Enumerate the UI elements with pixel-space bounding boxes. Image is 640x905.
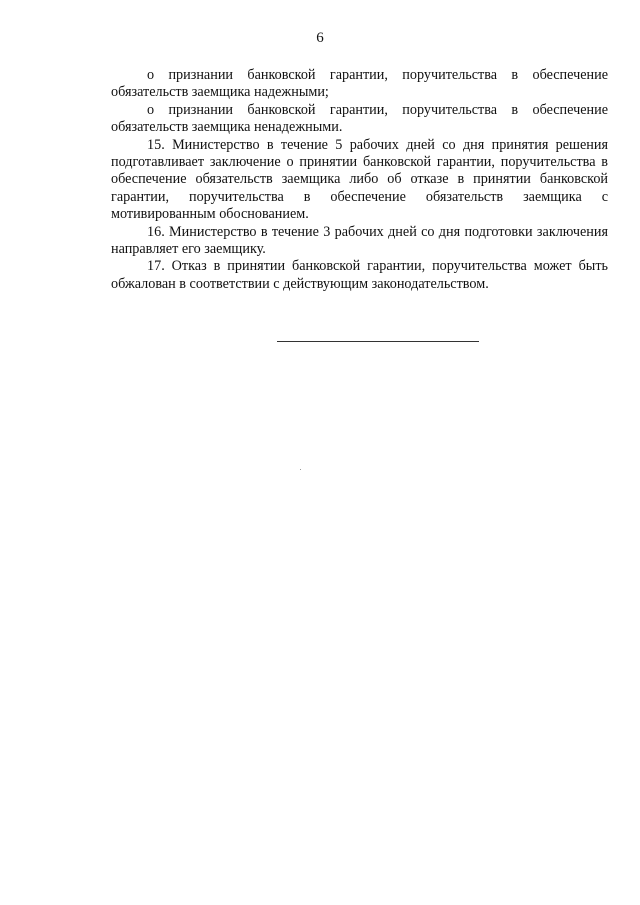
paragraph-reliable: о признании банковской гарантии, поручительства в обеспечение обязательств заемщика надежными; [111,67,608,101]
document-body [111,67,608,293]
paragraph-item-16: 16. Министерство в течение 3 рабочих дней со дня подготовки заключения направляет его заемщику. [111,223,608,258]
end-divider-line [277,341,479,342]
scan-speck [300,469,301,470]
paragraph-unreliable: о признании банковской гарантии, поручительства в обеспечение обязательств заемщика ненадежными. [111,101,608,136]
paragraph-item-17: 17. Отказ в принятии банковской гарантии, поручительства может быть обжалован в соответствии с действующим законодательством. [111,258,608,292]
paragraph-item-15: 15. Министерство в течение 5 рабочих дней со дня принятия решения подготавливает заключение о принятии банковской гарантии, поручительства в обеспечение обязательств заемщика либо об отказе в принятии банковской гарантии, поручительства в обеспечение обязательств заемщика с мотивированным обоснованием. [111,136,608,223]
page-number: 6 [316,30,324,46]
